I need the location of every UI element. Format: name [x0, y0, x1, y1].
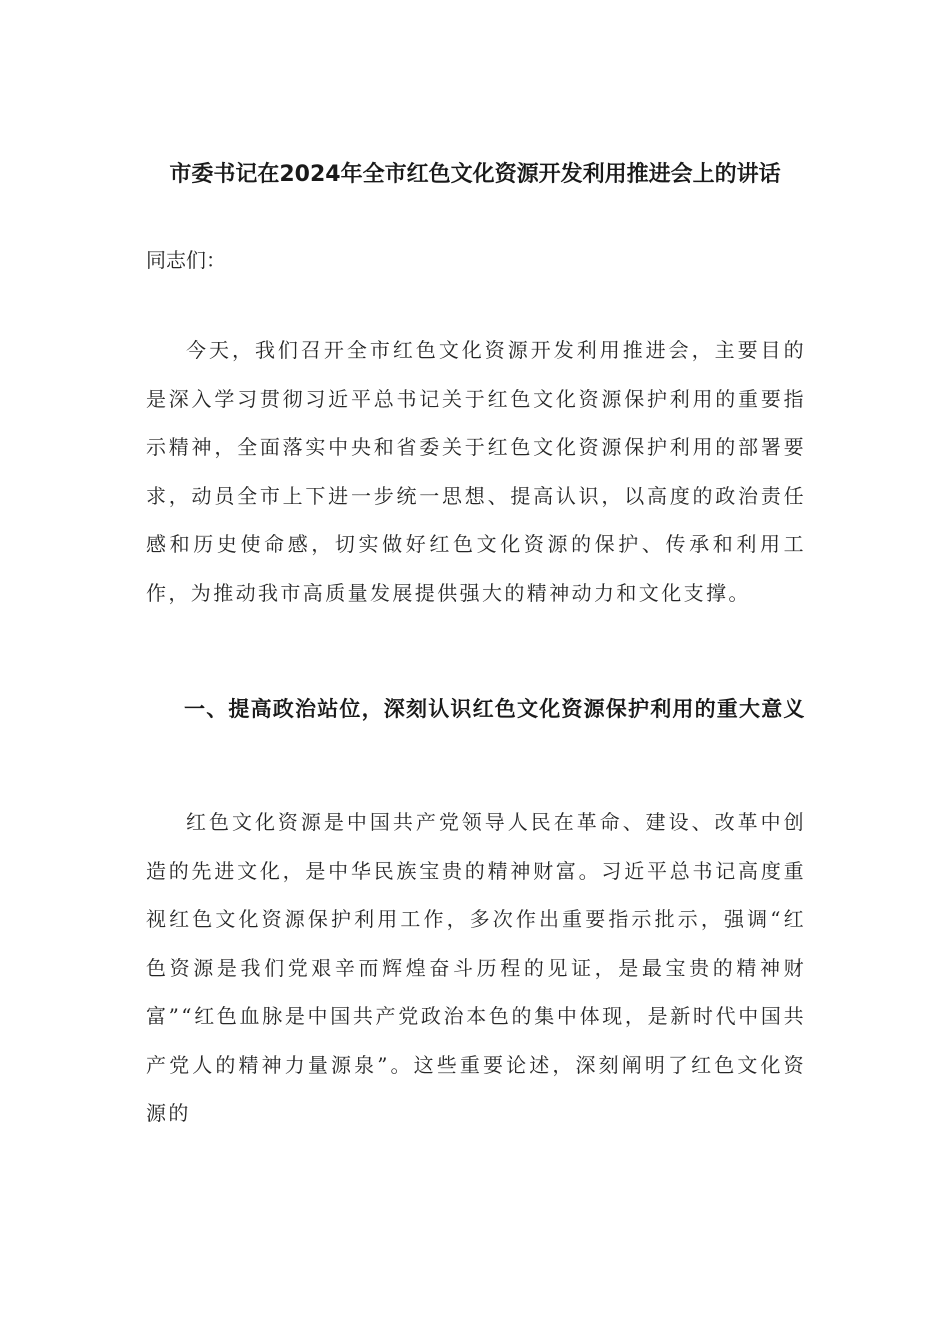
greeting: 同志们： [146, 248, 226, 272]
paragraph-intro: 今天，我们召开全市红色文化资源开发利用推进会，主要目的是深入学习贯彻习近平总书记关于红色文化资源保护利用的重要指示精神，全面落实中央和省委关于红色文化资源保护利用的部署要求，动员全市上下进一步统一思想、提高认识，以高度的政治责任感和历史使命感，切实做好红色文化资源的保护、传承和利用工作，为推动我市高质量发展提供强大的精神动力和文化支撑。 [146, 338, 806, 605]
section-heading-1: 一、提高政治站位，深刻认识红色文化资源保护利用的重大意义 [184, 697, 806, 721]
paragraph-section-1: 红色文化资源是中国共产党领导人民在革命、建设、改革中创造的先进文化，是中华民族宝贵的精神财富。习近平总书记高度重视红色文化资源保护利用工作，多次作出重要指示批示，强调“红色资源是我们党艰辛而辉煌奋斗历程的见证，是最宝贵的精神财富”“红色血脉是中国共产党政治本色的集中体现，是新时代中国共产党人的精神力量源泉”。这些重要论述，深刻阐明了红色文化资源的 [146, 810, 806, 1125]
document-title: 市委书记在2024年全市红色文化资源开发利用推进会上的讲话 [169, 162, 781, 187]
